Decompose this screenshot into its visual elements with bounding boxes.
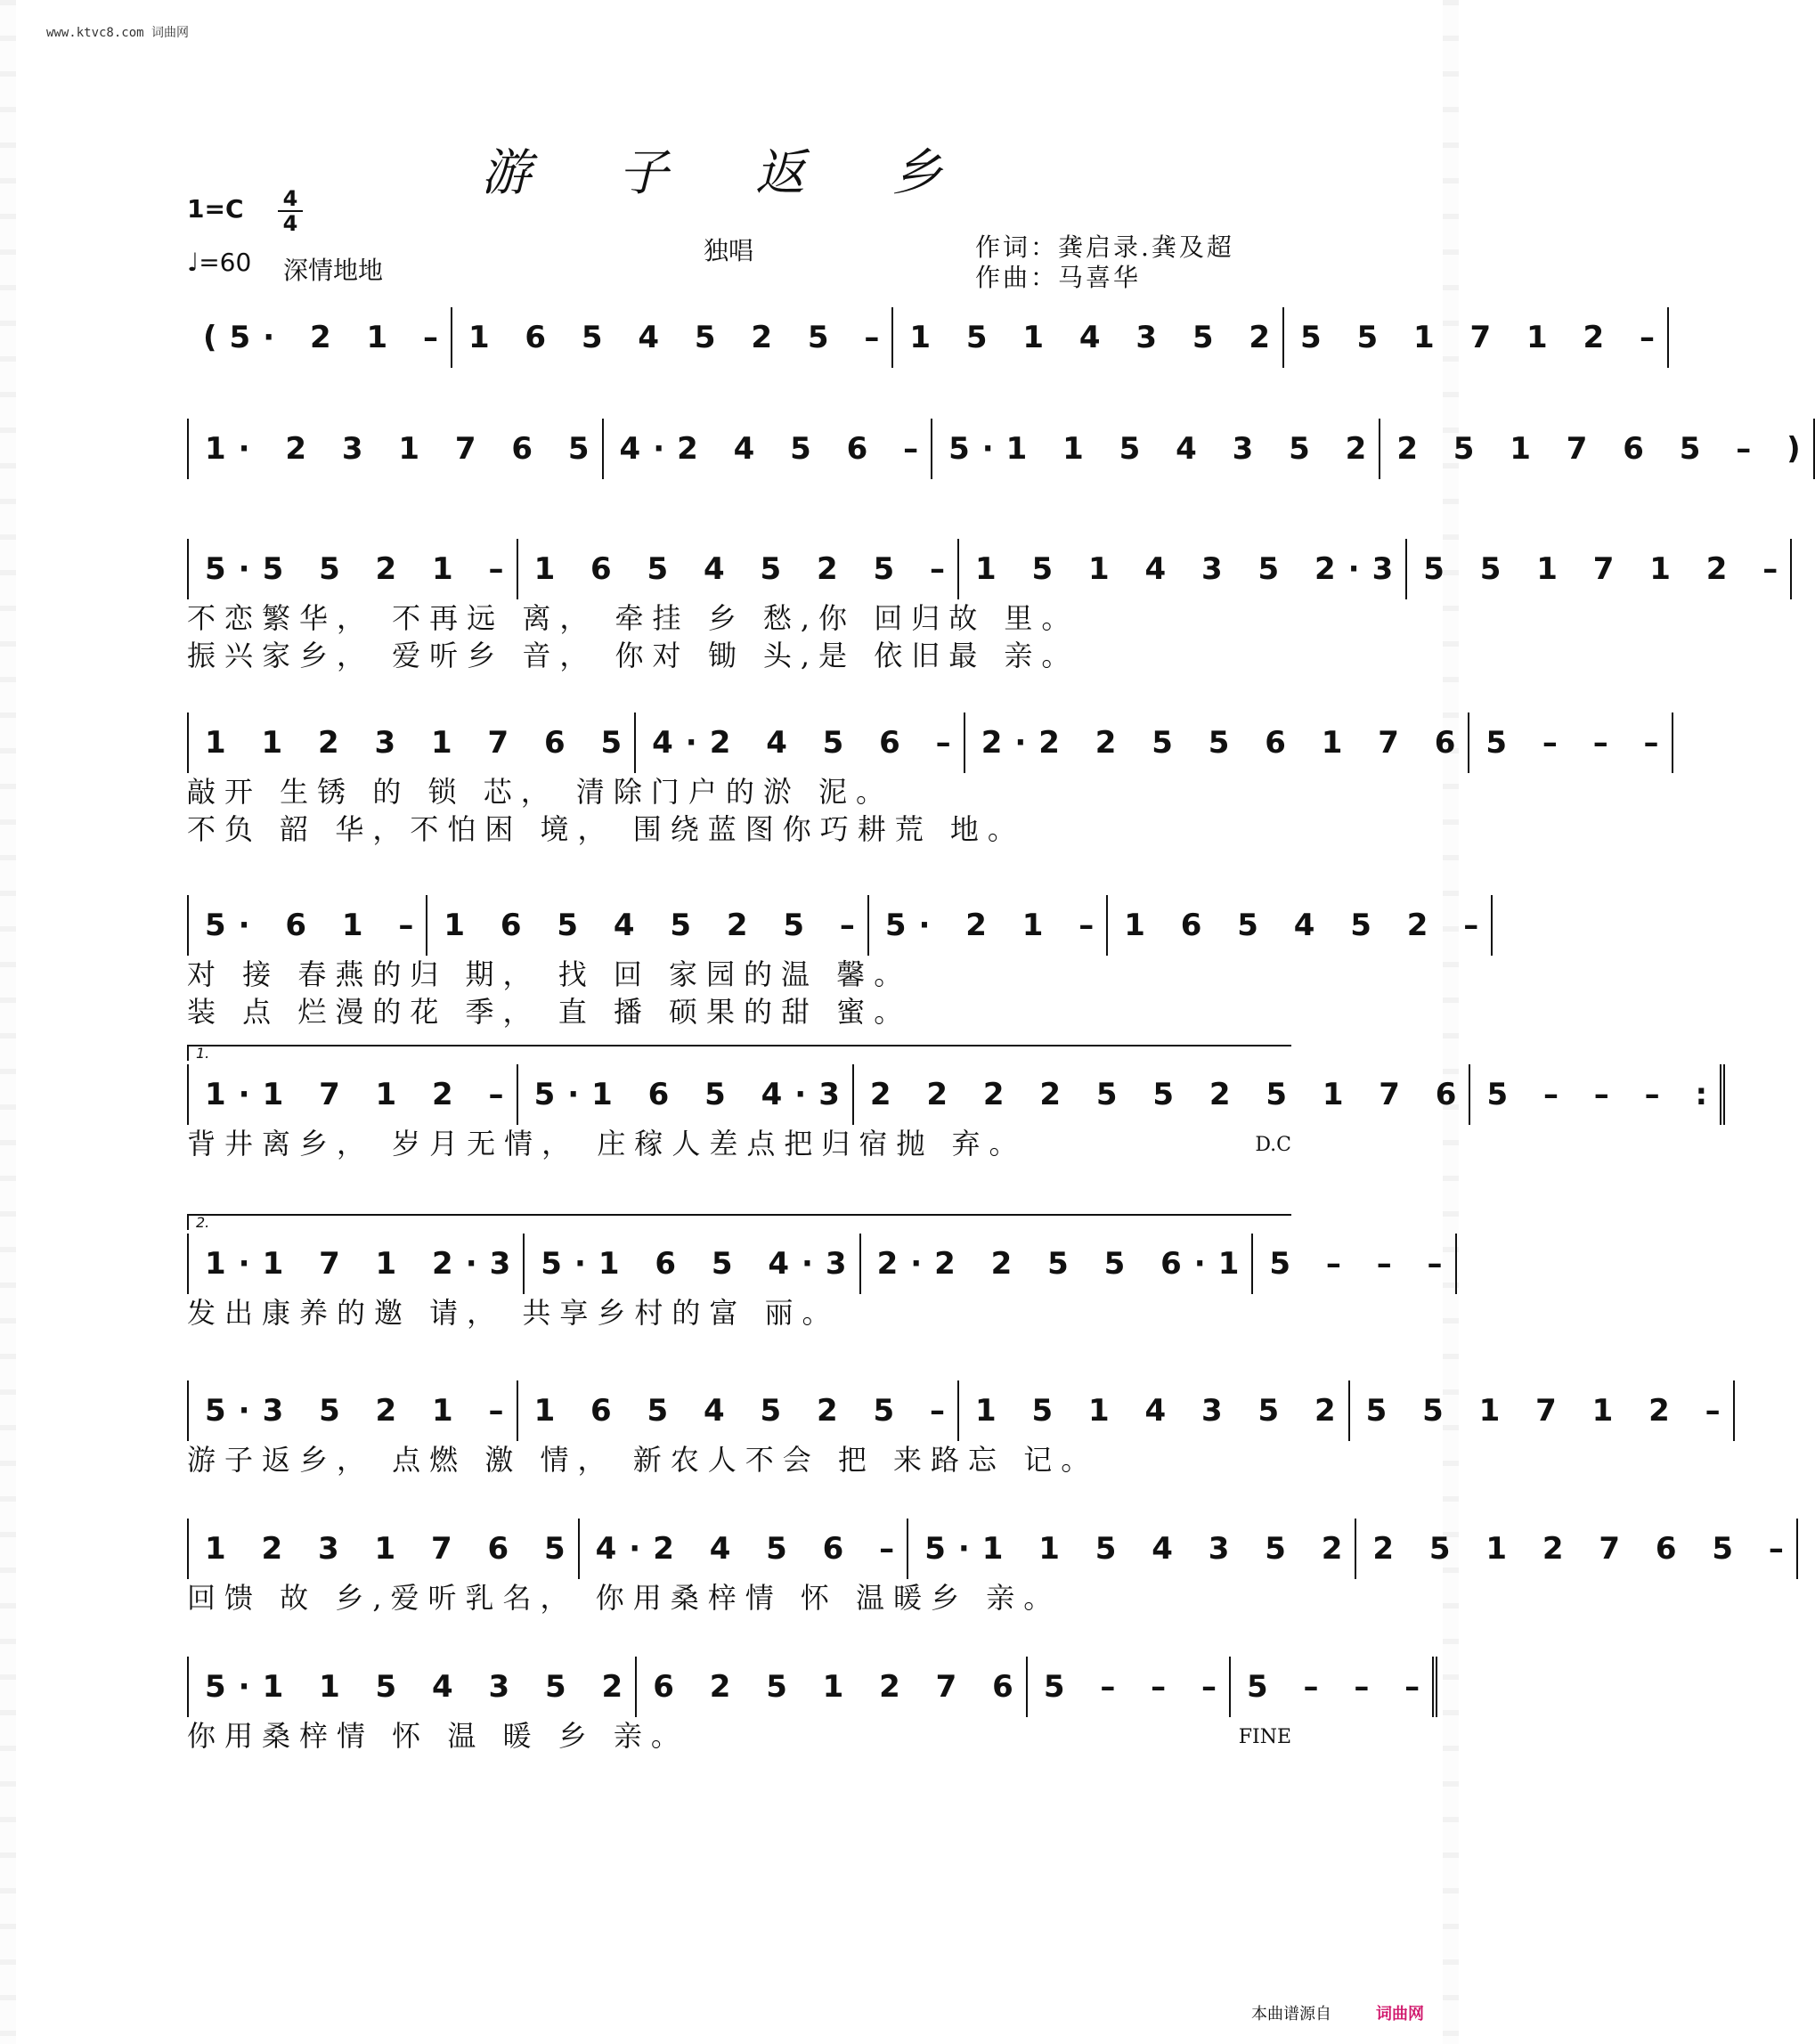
lyric-line: 振兴家乡， 爱听乡 音， 你对 锄 头,是 依旧最 亲。: [187, 639, 1079, 672]
measure: 5 – – –: [1469, 713, 1673, 773]
measure: 5 – – –: [1253, 1234, 1456, 1294]
notation-row: [187, 1519, 1796, 1579]
lyric-line: 装 点 烂漫的花 季， 直 播 硕果的甜 蜜。: [187, 995, 912, 1029]
lyric-line: 游子返乡， 点燃 激 情， 新农人不会 把 来路忘 记。: [187, 1443, 1099, 1477]
measure: 2·2 2 5 5 6 1 7 6: [965, 713, 1470, 773]
lyric-line: 你用桑梓情 怀 温 暖 乡 亲。: [187, 1719, 688, 1753]
volta-label: 2.: [196, 1214, 210, 1231]
volta-bracket: [187, 1214, 1291, 1230]
measure: 1 1 2 3 1 7 6 5: [189, 713, 636, 773]
score-mark: D.C: [1255, 1134, 1291, 1156]
performance-type: 独唱: [704, 236, 754, 265]
lyric-line: 不恋繁华， 不再远 离， 牵挂 乡 愁,你 回归故 里。: [187, 601, 1079, 635]
lyric-line: 背井离乡， 岁月无情， 庄稼人差点把归宿抛 弃。: [187, 1127, 1027, 1160]
measure: 1 6 5 4 5 2 –: [1108, 895, 1493, 956]
score-mark: FINE: [1238, 1726, 1291, 1748]
measure: 5·1 6 5 4·3: [518, 1064, 854, 1125]
measure: 2 5 1 7 6 5 – ): [1380, 419, 1814, 479]
time-denominator: 4: [282, 211, 298, 236]
measure: 5· 2 1 –: [869, 895, 1108, 956]
measure: 1 6 5 4 5 2 5 –: [518, 539, 959, 599]
notation-row: [187, 419, 1813, 479]
footer-site: 词曲网: [1376, 2005, 1424, 2024]
measure: 1 5 1 4 3 5 2: [959, 1380, 1350, 1441]
notation-row: [187, 713, 1672, 773]
footer-source: 本曲谱源自: [1251, 2005, 1331, 2024]
lyric-line: 发出康养的邀 请， 共享乡村的富 丽。: [187, 1296, 840, 1330]
score-system: [187, 1657, 1433, 1755]
measure: 1 6 5 4 5 2 5 –: [427, 895, 868, 956]
lyric-line: 回馈 故 乡,爱听乳名， 你用桑梓情 怀 温暖乡 亲。: [187, 1581, 1062, 1615]
measure: 4·2 4 5 6 –: [604, 419, 933, 479]
time-numerator: 4: [282, 186, 298, 211]
score-system: [187, 895, 1492, 1030]
measure: 5 – – –: [1231, 1657, 1437, 1717]
notation-row: [187, 307, 1667, 368]
measure: 2 2 2 2 5 5 2 5 1 7 6: [854, 1064, 1471, 1125]
song-title: 游 子 返 乡: [481, 144, 978, 202]
measure: 5 5 1 7 1 2 –: [1284, 307, 1669, 368]
score-system: [187, 1214, 1455, 1331]
measure: 1 6 5 4 5 2 5 –: [518, 1380, 959, 1441]
time-signature: [278, 187, 303, 235]
measure: 2·2 2 5 5 6·1: [861, 1234, 1254, 1294]
score-system: [187, 1380, 1733, 1478]
measure: 5 5 1 7 1 2 –: [1350, 1380, 1735, 1441]
measure: 1 6 5 4 5 2 5 –: [452, 307, 893, 368]
notation-row: [187, 1234, 1455, 1294]
measure: 5 – – –: [1028, 1657, 1231, 1717]
measure: 5·1 1 5 4 3 5 2: [189, 1657, 637, 1717]
lyricist-credit: 作词：龚启录.龚及超: [975, 232, 1234, 262]
key-signature: 1=C: [187, 194, 244, 224]
measure: 5·3 5 2 1 –: [189, 1380, 518, 1441]
notation-row: [187, 539, 1791, 599]
measure: 1 2 3 1 7 6 5: [189, 1519, 580, 1579]
notation-row: [187, 1380, 1733, 1441]
lyric-line: 对 接 春燕的归 期， 找 回 家园的温 馨。: [187, 957, 912, 991]
measure: 5 – – – :: [1470, 1064, 1725, 1125]
measure: 5·1 1 5 4 3 5 2: [932, 419, 1380, 479]
site-watermark: www.ktvc8.com 词曲网: [46, 26, 190, 40]
notation-row: [187, 1657, 1433, 1717]
measure: 1 5 1 4 3 5 2·3: [959, 539, 1407, 599]
measure: 5·1 1 5 4 3 5 2: [908, 1519, 1356, 1579]
score-system: [187, 539, 1791, 674]
measure: 1·1 7 1 2 –: [189, 1064, 518, 1125]
measure: 1 5 1 4 3 5 2: [893, 307, 1284, 368]
measure: 1· 2 3 1 7 6 5: [189, 419, 604, 479]
measure: 5· 6 1 –: [189, 895, 427, 956]
tempo-marking: ♩=60: [187, 248, 252, 277]
measure: 2 5 1 2 7 6 5 –: [1356, 1519, 1797, 1579]
volta-bracket: [187, 1045, 1291, 1061]
measure: (5· 2 1 –: [187, 307, 452, 368]
measure: 5·5 5 2 1 –: [189, 539, 518, 599]
score-system: [187, 713, 1672, 848]
score-system: [187, 1045, 1721, 1162]
score-system: [187, 419, 1813, 479]
left-watermark-strip: [0, 0, 16, 2044]
notation-row: [187, 895, 1492, 956]
measure: 1·1 7 1 2·3: [189, 1234, 525, 1294]
score-system: [187, 307, 1667, 368]
lyric-line: 不负 韶 华，不怕困 境， 围绕蓝图你巧耕荒 地。: [187, 812, 1025, 846]
composer-credit: 作曲：马喜华: [975, 263, 1142, 292]
notation-row: [187, 1064, 1721, 1125]
measure: 4·2 4 5 6 –: [580, 1519, 909, 1579]
measure: 4·2 4 5 6 –: [636, 713, 965, 773]
measure: 6 2 5 1 2 7 6: [637, 1657, 1028, 1717]
measure: 5·1 6 5 4·3: [525, 1234, 860, 1294]
score-system: [187, 1519, 1796, 1616]
lyric-line: 敲开 生锈 的 锁 芯， 清除门户的淤 泥。: [187, 775, 894, 809]
expression-marking: 深情地地: [283, 256, 384, 285]
volta-label: 1.: [196, 1045, 210, 1062]
measure: 5 5 1 7 1 2 –: [1407, 539, 1792, 599]
